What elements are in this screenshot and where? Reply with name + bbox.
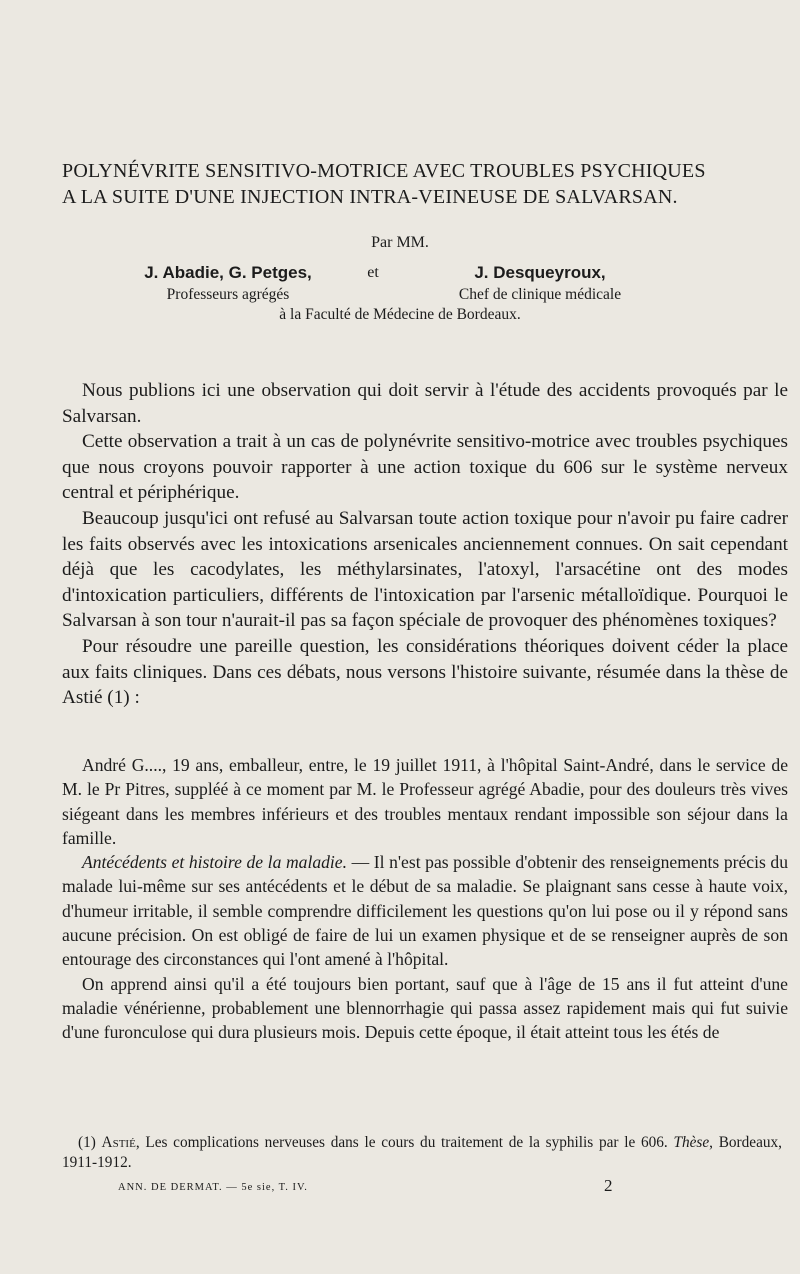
case-report <box>62 753 788 1045</box>
paragraph <box>62 850 788 971</box>
footnote-text-end: , Bordeaux, 1911-1912. <box>62 1134 782 1171</box>
section-heading: Antécédents et histoire de la maladie. <box>82 852 348 873</box>
paragraph: On apprend ainsi qu'il a été toujours bien portant, sauf que à l'âge de 15 ans il fut atteint d'une maladie vénérienne, probablement une blennorrhagie qui passa assez rapidement mais qui fut suivie d'une furonculose qui dura plusieurs mois. Depuis cette époque, il était atteint tous les étés de <box>62 973 788 1043</box>
byline: Par MM. <box>371 234 429 251</box>
running-footer: ANN. DE DERMAT. — 5e sie, T. IV. <box>118 1182 308 1193</box>
footnote-author: Astié <box>101 1134 136 1151</box>
author-role-left: Professeurs agrégés <box>166 286 290 303</box>
footnote-thesis: Thèse <box>673 1134 710 1151</box>
paragraph: André G...., 19 ans, emballeur, entre, le 19 juillet 1911, à l'hôpital Saint-André, dans le service de M. le Pr Pitres, suppléé à ce moment par M. le Professeur agrégé Abadie, pour des douleurs très vives siégeant dans les membres inférieurs et des troubles mentaux rendant impossible son séjour dans la famille. <box>62 755 788 848</box>
article-title: POLYNÉVRITE SENSITIVO-MOTRICE AVEC TROUBLES PSYCHIQUES A LA SUITE D'UNE INJECTION INTRA-VEINEUSE DE SALVARSAN. <box>62 160 706 208</box>
author-affiliation: à la Faculté de Médecine de Bordeaux. <box>279 306 521 323</box>
author-group-right <box>420 262 660 306</box>
paragraph-text: — Il n'est pas possible d'obtenir des renseignements précis du malade lui-même sur ses antécédents et le début de sa maladie. Se plaignant sans cesse à haute voix, d'humeur irritable, il semble comprendre difficilement les questions qu'on lui pose ou il y répond sans aucune précision. On est obligé de faire de lui un examen physique et de se renseigner auprès de son entourage des circonstances qui l'ont amené à l'hôpital. <box>62 852 788 970</box>
footnote-text: , Les complications nerveuses dans le cours du traitement de la syphilis par le 606. <box>135 1134 674 1151</box>
author-names-left: J. Abadie, G. Petges, <box>144 263 312 282</box>
footnote <box>62 1133 782 1173</box>
footnote-marker: (1) <box>78 1134 102 1151</box>
paragraph: Nous publions ici une observation qui doit servir à l'étude des accidents provoqués par le Salvarsan. <box>62 380 788 427</box>
page-number: 2 <box>604 1176 613 1195</box>
author-group-left <box>118 262 338 306</box>
author-conjunction: et <box>367 264 379 281</box>
paragraph: Beaucoup jusqu'ici ont refusé au Salvarsan toute action toxique pour n'avoir pu faire cadrer les faits observés avec les intoxications arsenicales anciennement connues. On sait cependant déjà que les cacodylates, les méthylarsinates, l'atoxyl, l'arsacétine ont des modes d'intoxication particuliers, différents de l'intoxication par l'arsenic métalloïdique. Pourquoi le Salvarsan à son tour n'aurait-il pas sa façon spéciale de provoquer des phénomènes toxiques? <box>62 507 788 632</box>
author-name-right: J. Desqueyroux, <box>474 263 606 282</box>
paragraph: Cette observation a trait à un cas de polynévrite sensitivo-motrice avec troubles psychiques que nous croyons pouvoir rapporter à une action toxique du 606 sur le système nerveux central et périphérique. <box>62 431 788 504</box>
author-role-right: Chef de clinique médicale <box>458 286 622 303</box>
paragraph: Pour résoudre une pareille question, les considérations théoriques doivent céder la place aux faits cliniques. Dans ces débats, nous versons l'histoire suivante, résumée dans la thèse de Astié (1) : <box>62 635 788 709</box>
introduction <box>62 378 788 711</box>
